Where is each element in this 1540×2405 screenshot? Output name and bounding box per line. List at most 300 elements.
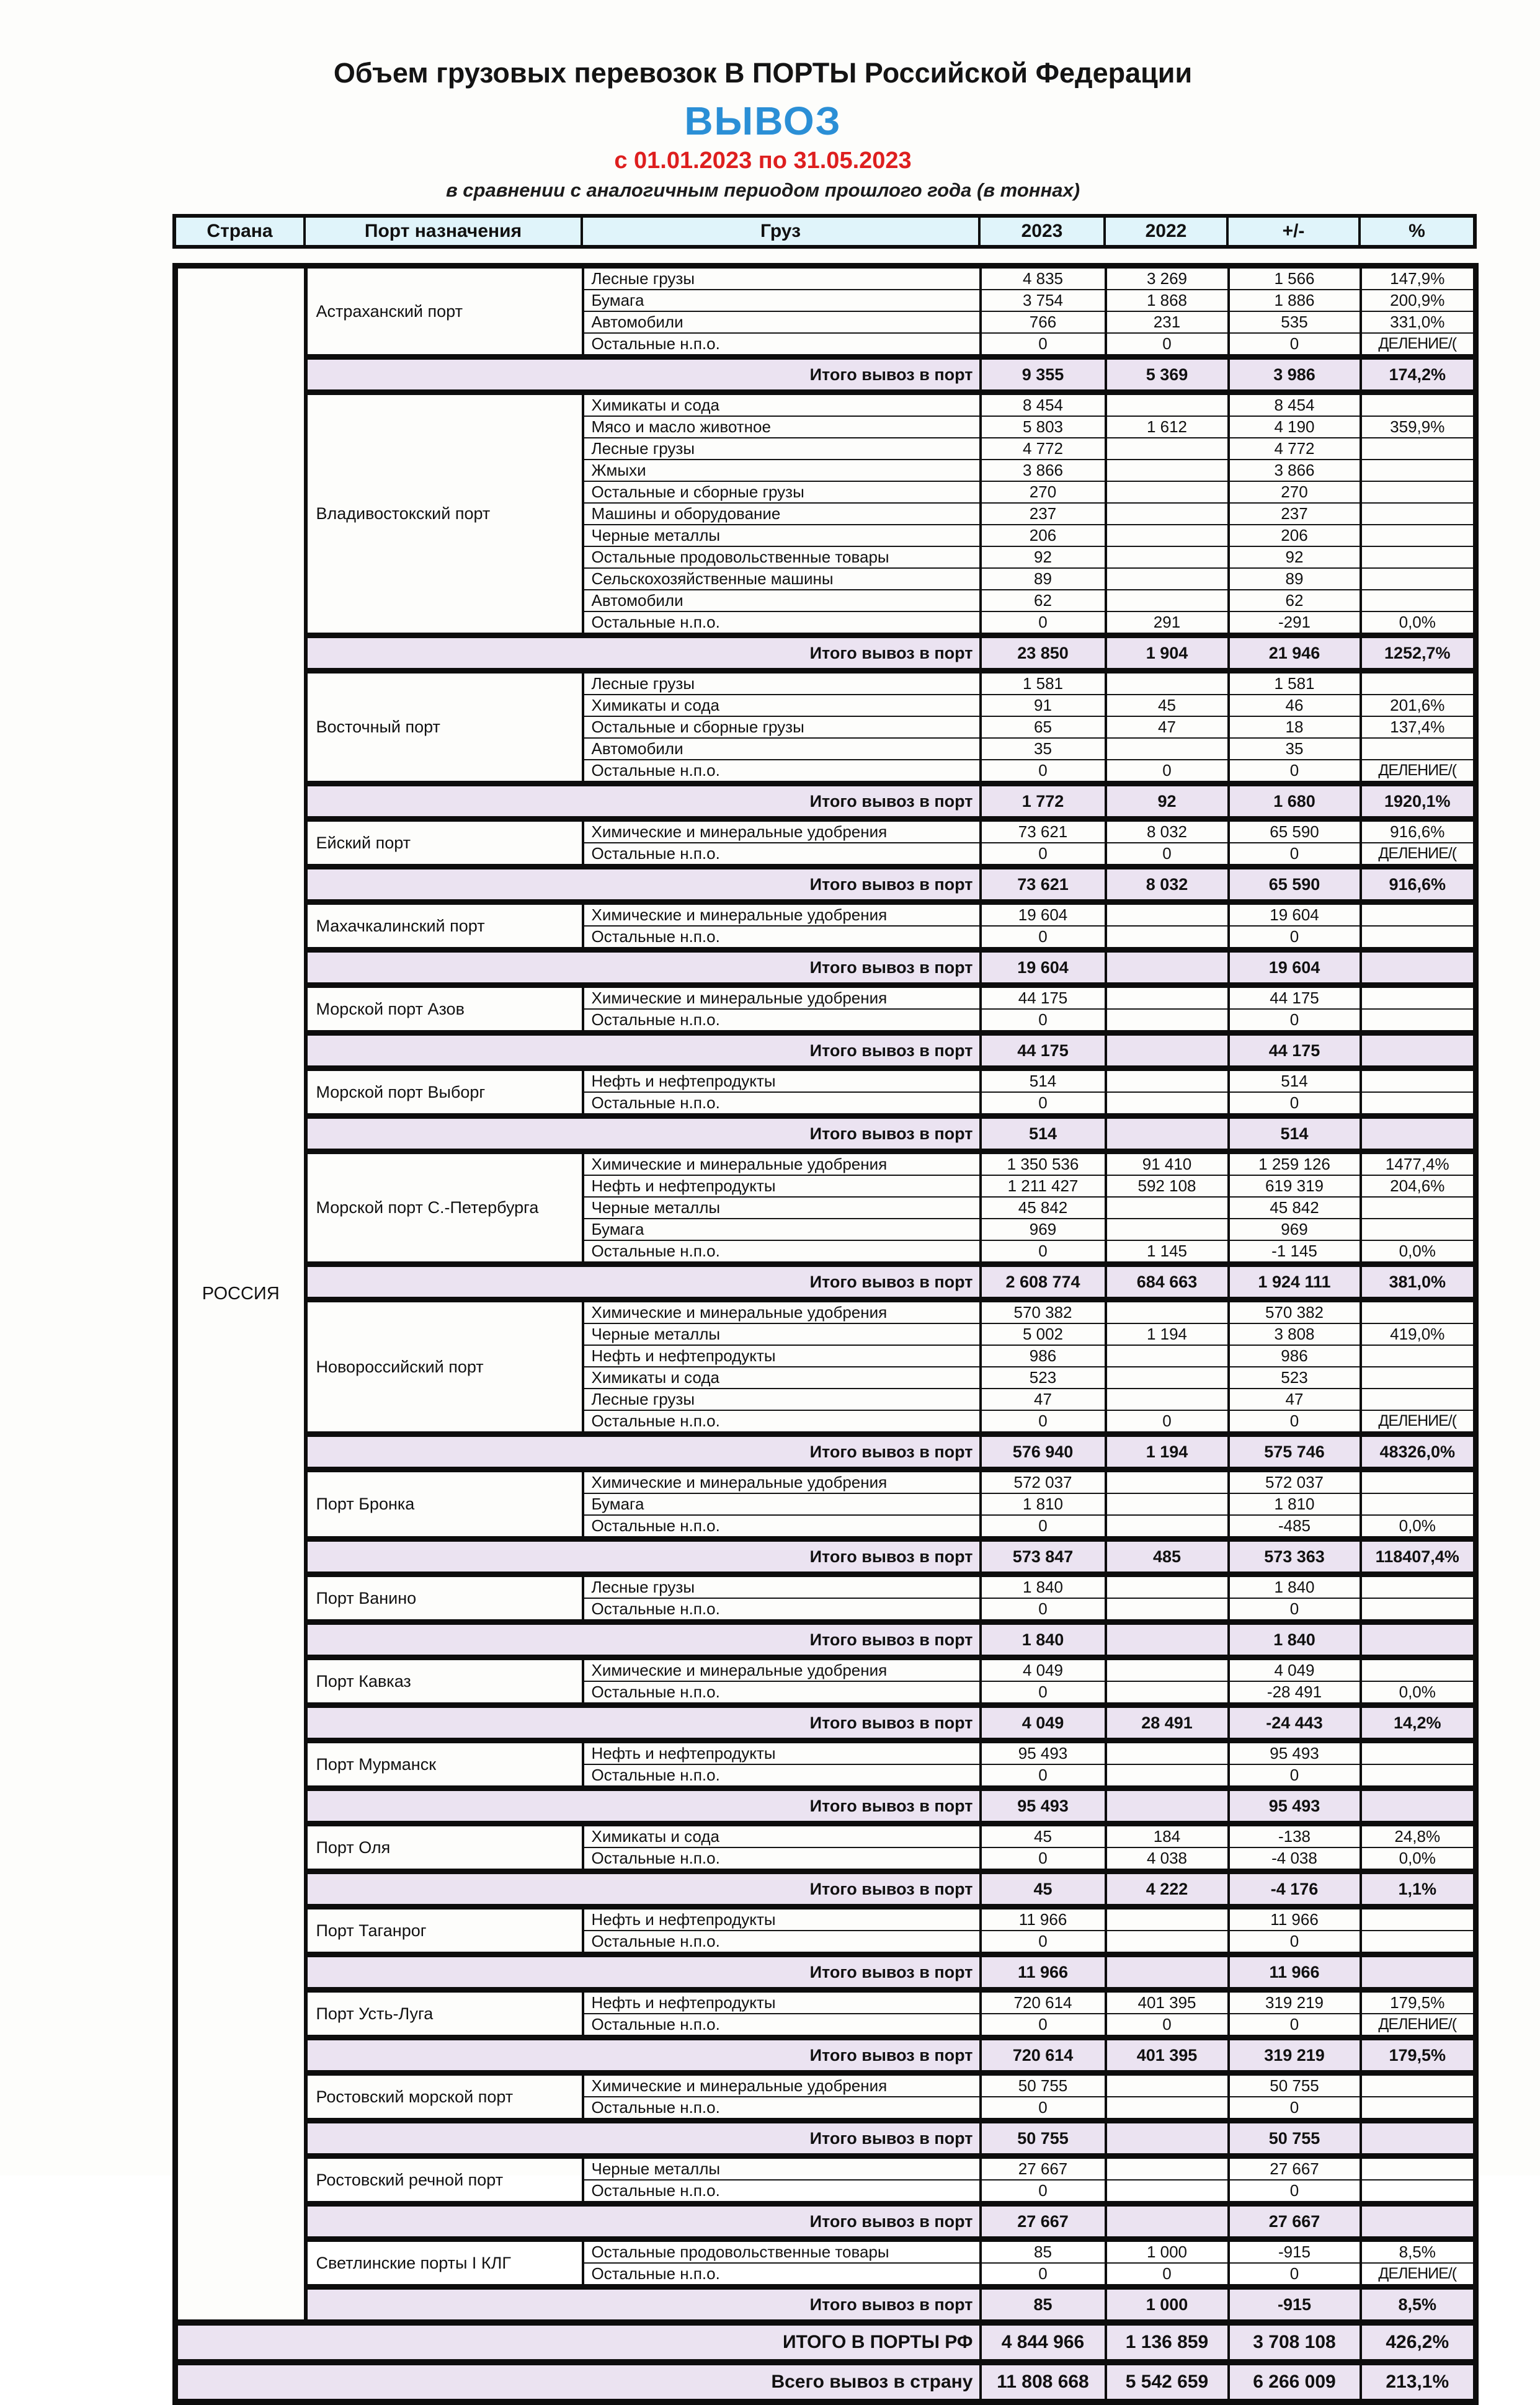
percent-cell: 201,6% [1361,695,1476,716]
subtotal-percent-cell [1361,2121,1476,2156]
subtotal-2022-cell [1106,1622,1229,1658]
value-2023-cell: 89 [981,568,1106,590]
value-2022-cell: 1 612 [1106,416,1229,438]
port-subtotal-label: Итого вывоз в порт [306,1789,981,1824]
subtotal-2023-cell: 2 608 774 [981,1265,1106,1300]
subtotal-2023-cell: 73 621 [981,867,1106,902]
percent-cell [1361,1598,1476,1622]
value-2022-cell: 3 269 [1106,266,1229,290]
grand-total-row [176,2362,1476,2402]
subtotal-delta-cell: 21 946 [1229,636,1361,671]
value-2023-cell: 0 [981,1681,1106,1705]
value-2022-cell [1106,590,1229,611]
value-2022-cell [1106,1598,1229,1622]
percent-cell [1361,985,1476,1010]
value-2023-cell: 1 840 [981,1575,1106,1599]
percent-cell: 147,9% [1361,266,1476,290]
value-2023-cell: 572 037 [981,1470,1106,1494]
subtotal-delta-cell: 3 986 [1229,357,1361,393]
percent-cell [1361,1470,1476,1494]
subtotal-2023-cell: 11 966 [981,1955,1106,1990]
port-subtotal-row [176,1539,1476,1575]
country-cell: РОССИЯ [176,266,306,2323]
value-2022-cell [1106,1681,1229,1705]
percent-cell: 0,0% [1361,1515,1476,1539]
value-2022-cell: 0 [1106,843,1229,867]
percent-cell: 359,9% [1361,416,1476,438]
value-2023-cell: 0 [981,843,1106,867]
percent-cell: 137,4% [1361,716,1476,738]
cargo-name-cell: Лесные грузы [583,1575,981,1599]
subtotal-percent-cell: 174,2% [1361,357,1476,393]
subtotal-percent-cell: 1920,1% [1361,784,1476,819]
subtotal-2022-cell: 684 663 [1106,1265,1229,1300]
delta-cell: -4 038 [1229,1847,1361,1872]
delta-cell: 4 049 [1229,1658,1361,1682]
cargo-name-cell: Остальные и сборные грузы [583,716,981,738]
subtotal-percent-cell: 179,5% [1361,2038,1476,2073]
table-header [172,214,1477,249]
subtotal-2023-cell: 4 049 [981,1705,1106,1741]
cargo-name-cell: Черные металлы [583,1323,981,1345]
cargo-name-cell: Химические и минеральные удобрения [583,2073,981,2097]
value-2022-cell [1106,1345,1229,1367]
subtotal-2022-cell [1106,950,1229,985]
delta-cell: -28 491 [1229,1681,1361,1705]
percent-cell [1361,2097,1476,2121]
percent-cell [1361,1069,1476,1093]
value-2023-cell: 0 [981,1240,1106,1265]
value-2022-cell [1106,460,1229,481]
delta-cell: 1 259 126 [1229,1152,1361,1176]
subtotal-2022-cell [1106,1789,1229,1824]
cargo-name-cell: Химические и минеральные удобрения [583,1300,981,1324]
cargo-name-cell: Нефть и нефтепродукты [583,1175,981,1197]
subtotal-delta-cell: 27 667 [1229,2204,1361,2239]
value-2022-cell: 231 [1106,311,1229,333]
subtotal-2022-cell [1106,1033,1229,1069]
cargo-name-cell: Остальные н.п.о. [583,1240,981,1265]
value-2022-cell: 291 [1106,611,1229,636]
percent-cell [1361,481,1476,503]
port-name-cell: Морской порт С.-Петербурга [306,1152,583,1265]
grand-total-2023-cell: 4 844 966 [981,2323,1106,2362]
value-2022-cell [1106,568,1229,590]
percent-cell [1361,1741,1476,1765]
cargo-name-cell: Остальные и сборные грузы [583,481,981,503]
percent-cell [1361,1219,1476,1240]
value-2023-cell: 0 [981,2263,1106,2287]
subtotal-percent-cell [1361,1033,1476,1069]
header-row [174,216,1475,247]
port-subtotal-label: Итого вывоз в порт [306,1539,981,1575]
cargo-name-cell: Химические и минеральные удобрения [583,902,981,927]
cargo-name-cell: Машины и оборудование [583,503,981,525]
value-2023-cell: 720 614 [981,1990,1106,2014]
delta-cell: 523 [1229,1367,1361,1389]
cargo-name-cell: Остальные н.п.о. [583,611,981,636]
percent-cell [1361,738,1476,760]
cargo-name-cell: Остальные н.п.о. [583,2014,981,2038]
subtotal-2022-cell: 1 194 [1106,1434,1229,1470]
percent-cell: ДЕЛЕНИЕ/( [1361,2263,1476,2287]
cargo-name-cell: Остальные н.п.о. [583,1009,981,1033]
value-2023-cell: 206 [981,525,1106,546]
port-subtotal-label: Итого вывоз в порт [306,867,981,902]
delta-cell: 270 [1229,481,1361,503]
percent-cell [1361,1493,1476,1515]
port-subtotal-row [176,1116,1476,1152]
cargo-name-cell: Химикаты и сода [583,393,981,417]
subtotal-2023-cell: 27 667 [981,2204,1106,2239]
port-subtotal-label: Итого вывоз в порт [306,1434,981,1470]
cargo-row [176,671,1476,695]
port-subtotal-row [176,1434,1476,1470]
port-name-cell: Порт Усть-Луга [306,1990,583,2038]
value-2023-cell: 62 [981,590,1106,611]
delta-cell: 969 [1229,1219,1361,1240]
cargo-name-cell: Нефть и нефтепродукты [583,1741,981,1765]
cargo-name-cell: Остальные н.п.о. [583,2263,981,2287]
cargo-name-cell: Автомобили [583,311,981,333]
port-name-cell: Порт Мурманск [306,1741,583,1789]
value-2023-cell: 50 755 [981,2073,1106,2097]
cargo-row [176,1152,1476,1176]
value-2022-cell [1106,2097,1229,2121]
cargo-name-cell: Автомобили [583,738,981,760]
cargo-row [176,1741,1476,1765]
subtotal-delta-cell: 319 219 [1229,2038,1361,2073]
cargo-name-cell: Остальные н.п.о. [583,1598,981,1622]
cargo-name-cell: Жмыхи [583,460,981,481]
value-2022-cell: 592 108 [1106,1175,1229,1197]
cargo-name-cell: Нефть и нефтепродукты [583,1069,981,1093]
value-2023-cell: 969 [981,1219,1106,1240]
subtotal-delta-cell: 95 493 [1229,1789,1361,1824]
delta-cell: 0 [1229,1931,1361,1955]
value-2023-cell: 45 [981,1824,1106,1848]
port-subtotal-label: Итого вывоз в порт [306,1705,981,1741]
report-table [172,263,1479,2405]
port-subtotal-label: Итого вывоз в порт [306,1872,981,1907]
delta-cell: 570 382 [1229,1300,1361,1324]
value-2022-cell: 91 410 [1106,1152,1229,1176]
delta-cell: 1 566 [1229,266,1361,290]
value-2023-cell: 0 [981,2014,1106,2038]
value-2022-cell [1106,481,1229,503]
cargo-row [176,1300,1476,1324]
cargo-name-cell: Химические и минеральные удобрения [583,1658,981,1682]
cargo-row [176,1907,1476,1931]
subtotal-delta-cell: -915 [1229,2287,1361,2323]
delta-cell: 0 [1229,2263,1361,2287]
value-2022-cell: 0 [1106,760,1229,784]
percent-cell [1361,926,1476,950]
subtotal-delta-cell: 44 175 [1229,1033,1361,1069]
delta-cell: 8 454 [1229,393,1361,417]
percent-cell: 204,6% [1361,1175,1476,1197]
percent-cell [1361,1367,1476,1389]
port-subtotal-row [176,1033,1476,1069]
port-subtotal-row [176,1622,1476,1658]
percent-cell [1361,546,1476,568]
cargo-name-cell: Остальные продовольственные товары [583,2239,981,2264]
delta-cell: 0 [1229,1410,1361,1434]
percent-cell [1361,1658,1476,1682]
delta-cell: 3 808 [1229,1323,1361,1345]
cargo-name-cell: Остальные н.п.о. [583,333,981,357]
grand-total-row [176,2323,1476,2362]
percent-cell [1361,1009,1476,1033]
cargo-name-cell: Химикаты и сода [583,695,981,716]
value-2022-cell [1106,2073,1229,2097]
subtotal-delta-cell: 50 755 [1229,2121,1361,2156]
percent-cell [1361,1092,1476,1116]
value-2023-cell: 0 [981,2097,1106,2121]
delta-cell: 0 [1229,1598,1361,1622]
value-2022-cell [1106,1300,1229,1324]
value-2023-cell: 19 604 [981,902,1106,927]
delta-cell: 18 [1229,716,1361,738]
percent-cell [1361,503,1476,525]
value-2023-cell: 270 [981,481,1106,503]
delta-cell: 95 493 [1229,1741,1361,1765]
subtotal-2023-cell: 514 [981,1116,1106,1152]
grand-total-delta-cell: 6 266 009 [1229,2362,1361,2402]
port-subtotal-row [176,1872,1476,1907]
value-2022-cell [1106,1470,1229,1494]
grand-total-2022-cell: 1 136 859 [1106,2323,1229,2362]
cargo-row [176,985,1476,1010]
value-2023-cell: 0 [981,333,1106,357]
subtotal-percent-cell: 14,2% [1361,1705,1476,1741]
port-subtotal-label: Итого вывоз в порт [306,1622,981,1658]
port-subtotal-row [176,1789,1476,1824]
value-2023-cell: 35 [981,738,1106,760]
delta-cell: 535 [1229,311,1361,333]
percent-cell: 24,8% [1361,1824,1476,1848]
value-2022-cell: 184 [1106,1824,1229,1848]
value-2023-cell: 1 350 536 [981,1152,1106,1176]
port-subtotal-row [176,2121,1476,2156]
subtotal-delta-cell: 11 966 [1229,1955,1361,1990]
cargo-name-cell: Остальные н.п.о. [583,1410,981,1434]
value-2023-cell: 65 [981,716,1106,738]
cargo-row [176,819,1476,843]
cargo-name-cell: Остальные н.п.о. [583,1681,981,1705]
percent-cell [1361,1575,1476,1599]
subtotal-percent-cell [1361,1955,1476,1990]
value-2022-cell: 1 000 [1106,2239,1229,2264]
delta-cell: 0 [1229,1764,1361,1789]
cargo-name-cell: Бумага [583,1219,981,1240]
cargo-name-cell: Остальные н.п.о. [583,926,981,950]
delta-cell: 4 772 [1229,438,1361,460]
port-name-cell: Ейский порт [306,819,583,867]
subtotal-2022-cell: 401 395 [1106,2038,1229,2073]
cargo-row [176,2073,1476,2097]
value-2023-cell: 73 621 [981,819,1106,843]
delta-cell: 514 [1229,1069,1361,1093]
value-2022-cell: 4 038 [1106,1847,1229,1872]
delta-cell: -485 [1229,1515,1361,1539]
value-2023-cell: 8 454 [981,393,1106,417]
value-2022-cell: 8 032 [1106,819,1229,843]
value-2023-cell: 5 803 [981,416,1106,438]
value-2023-cell: 0 [981,611,1106,636]
grand-total-2023-cell: 11 808 668 [981,2362,1106,2402]
percent-cell: 0,0% [1361,1240,1476,1265]
value-2022-cell: 0 [1106,1410,1229,1434]
delta-cell: -138 [1229,1824,1361,1848]
port-subtotal-row [176,2287,1476,2323]
subtotal-2023-cell: 95 493 [981,1789,1106,1824]
cargo-name-cell: Химические и минеральные удобрения [583,985,981,1010]
subtotal-2023-cell: 45 [981,1872,1106,1907]
port-name-cell: Ростовский морской порт [306,2073,583,2121]
column-header: % [1360,216,1475,247]
port-subtotal-row [176,1705,1476,1741]
subtotal-2023-cell: 50 755 [981,2121,1106,2156]
cargo-name-cell: Лесные грузы [583,1389,981,1410]
grand-total-percent-cell: 213,1% [1361,2362,1476,2402]
value-2022-cell [1106,902,1229,927]
port-subtotal-label: Итого вывоз в порт [306,1116,981,1152]
percent-cell [1361,568,1476,590]
delta-cell: 92 [1229,546,1361,568]
cargo-row [176,2239,1476,2264]
subtotal-2022-cell: 28 491 [1106,1705,1229,1741]
grand-total-2022-cell: 5 542 659 [1106,2362,1229,2402]
value-2023-cell: 237 [981,503,1106,525]
subtotal-delta-cell: 19 604 [1229,950,1361,985]
percent-cell: 200,9% [1361,290,1476,311]
grand-total-delta-cell: 3 708 108 [1229,2323,1361,2362]
value-2023-cell: 0 [981,1092,1106,1116]
subtotal-delta-cell: 1 840 [1229,1622,1361,1658]
value-2023-cell: 986 [981,1345,1106,1367]
cargo-name-cell: Лесные грузы [583,671,981,695]
percent-cell: 1477,4% [1361,1152,1476,1176]
delta-cell: 35 [1229,738,1361,760]
subtotal-percent-cell [1361,1116,1476,1152]
delta-cell: 27 667 [1229,2156,1361,2181]
percent-cell [1361,1197,1476,1219]
percent-cell: 8,5% [1361,2239,1476,2264]
value-2022-cell [1106,2180,1229,2204]
subtotal-percent-cell: 381,0% [1361,1265,1476,1300]
cargo-row [176,1069,1476,1093]
port-name-cell: Светлинские порты I КЛГ [306,2239,583,2287]
page-subtitle: ВЫВОЗ [684,99,842,143]
percent-cell [1361,525,1476,546]
value-2023-cell: 91 [981,695,1106,716]
subtotal-2023-cell: 9 355 [981,357,1106,393]
value-2022-cell [1106,525,1229,546]
port-subtotal-label: Итого вывоз в порт [306,2121,981,2156]
port-subtotal-row [176,867,1476,902]
value-2023-cell: 0 [981,1515,1106,1539]
value-2022-cell [1106,671,1229,695]
subtotal-percent-cell: 916,6% [1361,867,1476,902]
port-subtotal-row [176,950,1476,985]
value-2023-cell: 1 810 [981,1493,1106,1515]
delta-cell: 19 604 [1229,902,1361,927]
value-2022-cell [1106,1219,1229,1240]
subtotal-percent-cell: 1,1% [1361,1872,1476,1907]
column-header: Страна [174,216,305,247]
value-2023-cell: 0 [981,760,1106,784]
value-2022-cell: 45 [1106,695,1229,716]
port-subtotal-row [176,636,1476,671]
delta-cell: 11 966 [1229,1907,1361,1931]
delta-cell: 65 590 [1229,819,1361,843]
cargo-name-cell: Химикаты и сода [583,1824,981,1848]
cargo-name-cell: Мясо и масло животное [583,416,981,438]
cargo-name-cell: Остальные н.п.о. [583,2180,981,2204]
subtotal-2023-cell: 573 847 [981,1539,1106,1575]
delta-cell: 206 [1229,525,1361,546]
value-2022-cell [1106,1658,1229,1682]
cargo-name-cell: Лесные грузы [583,438,981,460]
percent-cell [1361,902,1476,927]
value-2023-cell: 95 493 [981,1741,1106,1765]
port-subtotal-label: Итого вывоз в порт [306,950,981,985]
subtotal-2022-cell [1106,1955,1229,1990]
port-subtotal-label: Итого вывоз в порт [306,1265,981,1300]
delta-cell: 44 175 [1229,985,1361,1010]
subtotal-2023-cell: 23 850 [981,636,1106,671]
cargo-name-cell: Черные металлы [583,2156,981,2181]
value-2022-cell [1106,1907,1229,1931]
delta-cell: 1 810 [1229,1493,1361,1515]
value-2022-cell [1106,1389,1229,1410]
value-2022-cell [1106,1493,1229,1515]
cargo-name-cell: Химические и минеральные удобрения [583,819,981,843]
delta-cell: 3 866 [1229,460,1361,481]
value-2023-cell: 570 382 [981,1300,1106,1324]
delta-cell: 4 190 [1229,416,1361,438]
value-2023-cell: 27 667 [981,2156,1106,2181]
cargo-name-cell: Остальные н.п.о. [583,1515,981,1539]
cargo-row [176,1824,1476,1848]
port-name-cell: Новороссийский порт [306,1300,583,1434]
value-2023-cell: 3 754 [981,290,1106,311]
subtotal-2022-cell: 1 904 [1106,636,1229,671]
value-2023-cell: 1 211 427 [981,1175,1106,1197]
port-subtotal-row [176,1955,1476,1990]
delta-cell: 47 [1229,1389,1361,1410]
value-2023-cell: 3 866 [981,460,1106,481]
port-name-cell: Морской порт Выборг [306,1069,583,1116]
value-2023-cell: 5 002 [981,1323,1106,1345]
subtotal-2022-cell: 8 032 [1106,867,1229,902]
percent-cell: 179,5% [1361,1990,1476,2014]
subtotal-delta-cell: 575 746 [1229,1434,1361,1470]
value-2023-cell: 0 [981,926,1106,950]
value-2022-cell: 0 [1106,2014,1229,2038]
cargo-name-cell: Черные металлы [583,1197,981,1219]
cargo-name-cell: Остальные н.п.о. [583,843,981,867]
port-name-cell: Порт Ванино [306,1575,583,1622]
subtotal-2022-cell [1106,2204,1229,2239]
subtotal-delta-cell: 1 680 [1229,784,1361,819]
value-2023-cell: 4 772 [981,438,1106,460]
cargo-name-cell: Бумага [583,1493,981,1515]
cargo-row [176,1658,1476,1682]
delta-cell: 0 [1229,1092,1361,1116]
subtotal-percent-cell [1361,2204,1476,2239]
